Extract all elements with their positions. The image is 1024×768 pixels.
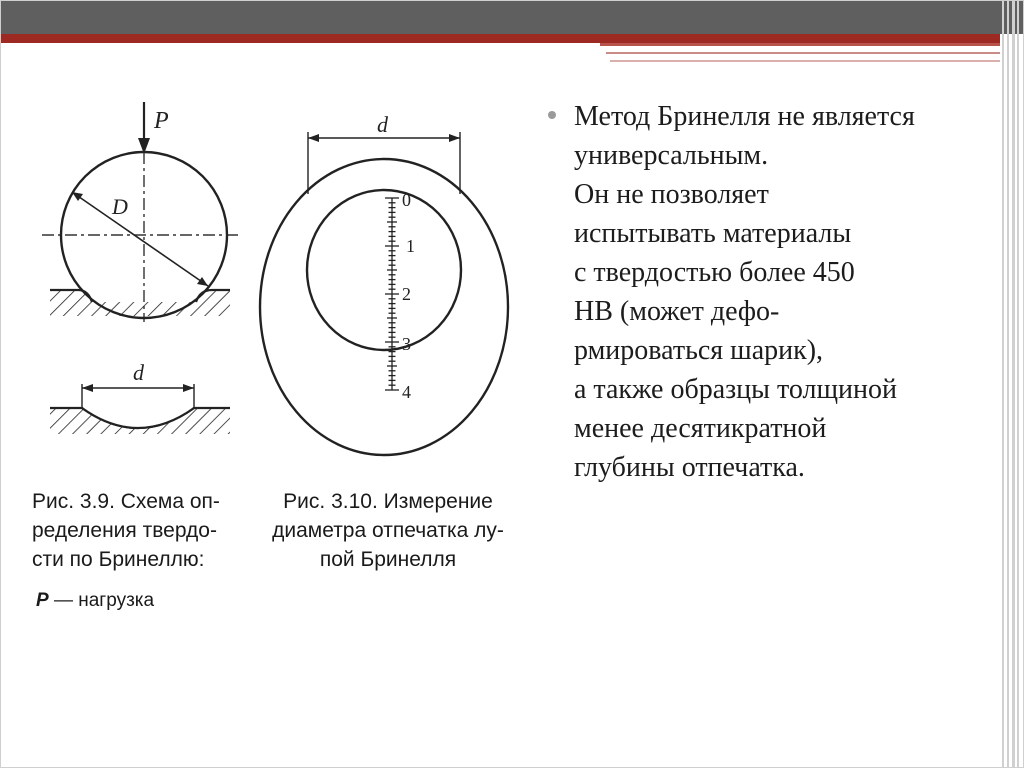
imprint-circle [307, 190, 461, 350]
slide-accent-bar [0, 34, 1000, 43]
scale-label-1: 1 [406, 236, 415, 256]
caption-fig-3-9-load [36, 590, 154, 612]
text-line: Он не позволяет [574, 179, 769, 210]
imprint-d-label-right: d [377, 112, 388, 137]
scale-label-3: 3 [402, 334, 411, 354]
magnifier-scheme [260, 112, 508, 455]
slide-top-bar [0, 0, 1024, 34]
slide-accent-bar-secondary [600, 43, 1000, 46]
bullet-text [574, 97, 988, 487]
slide-decor-line-2 [610, 60, 1000, 62]
text-line: менее десятикратной [574, 413, 827, 444]
text-line: НВ (может дефо- [574, 296, 780, 327]
slide-text-block [548, 97, 988, 487]
scale-label-0: 0 [402, 190, 411, 210]
caption-fig-3-9: Рис. 3.9. Схема оп- ределения твердо- сти по Бринеллю: [32, 490, 220, 571]
caption-fig-3-10: Рис. 3.10. Измерение диаметра отпечатка лу- пой Бринелля [272, 490, 504, 571]
text-line: с твердостью более 450 [574, 257, 855, 288]
text-line: испытывать материалы [574, 218, 852, 249]
text-line: универсальным. [574, 140, 769, 171]
caption-load-symbol: P [36, 590, 49, 611]
text-line: глубины отпечатка. [574, 452, 805, 483]
ball-diameter-label: D [112, 194, 128, 219]
scale-label-4: 4 [402, 382, 411, 402]
lens-outer-circle [260, 159, 508, 455]
ball-indentation-scheme [42, 102, 238, 322]
bullet-icon [548, 111, 556, 119]
slide-decor-line [606, 52, 1000, 54]
scale-label-2: 2 [402, 284, 411, 304]
text-line: рмироваться шарик), [574, 335, 824, 366]
text-line: а также образцы толщиной [574, 374, 897, 405]
caption-load-text: — нагрузка [48, 590, 155, 611]
text-line: Метод Бринелля не является [574, 101, 915, 132]
imprint-scheme [50, 360, 230, 434]
measurement-scale [385, 198, 399, 390]
slide-side-decor [1002, 0, 1020, 768]
imprint-d-label-left: d [133, 360, 144, 385]
load-label: P [154, 108, 169, 134]
ball-diameter-line [72, 192, 208, 286]
